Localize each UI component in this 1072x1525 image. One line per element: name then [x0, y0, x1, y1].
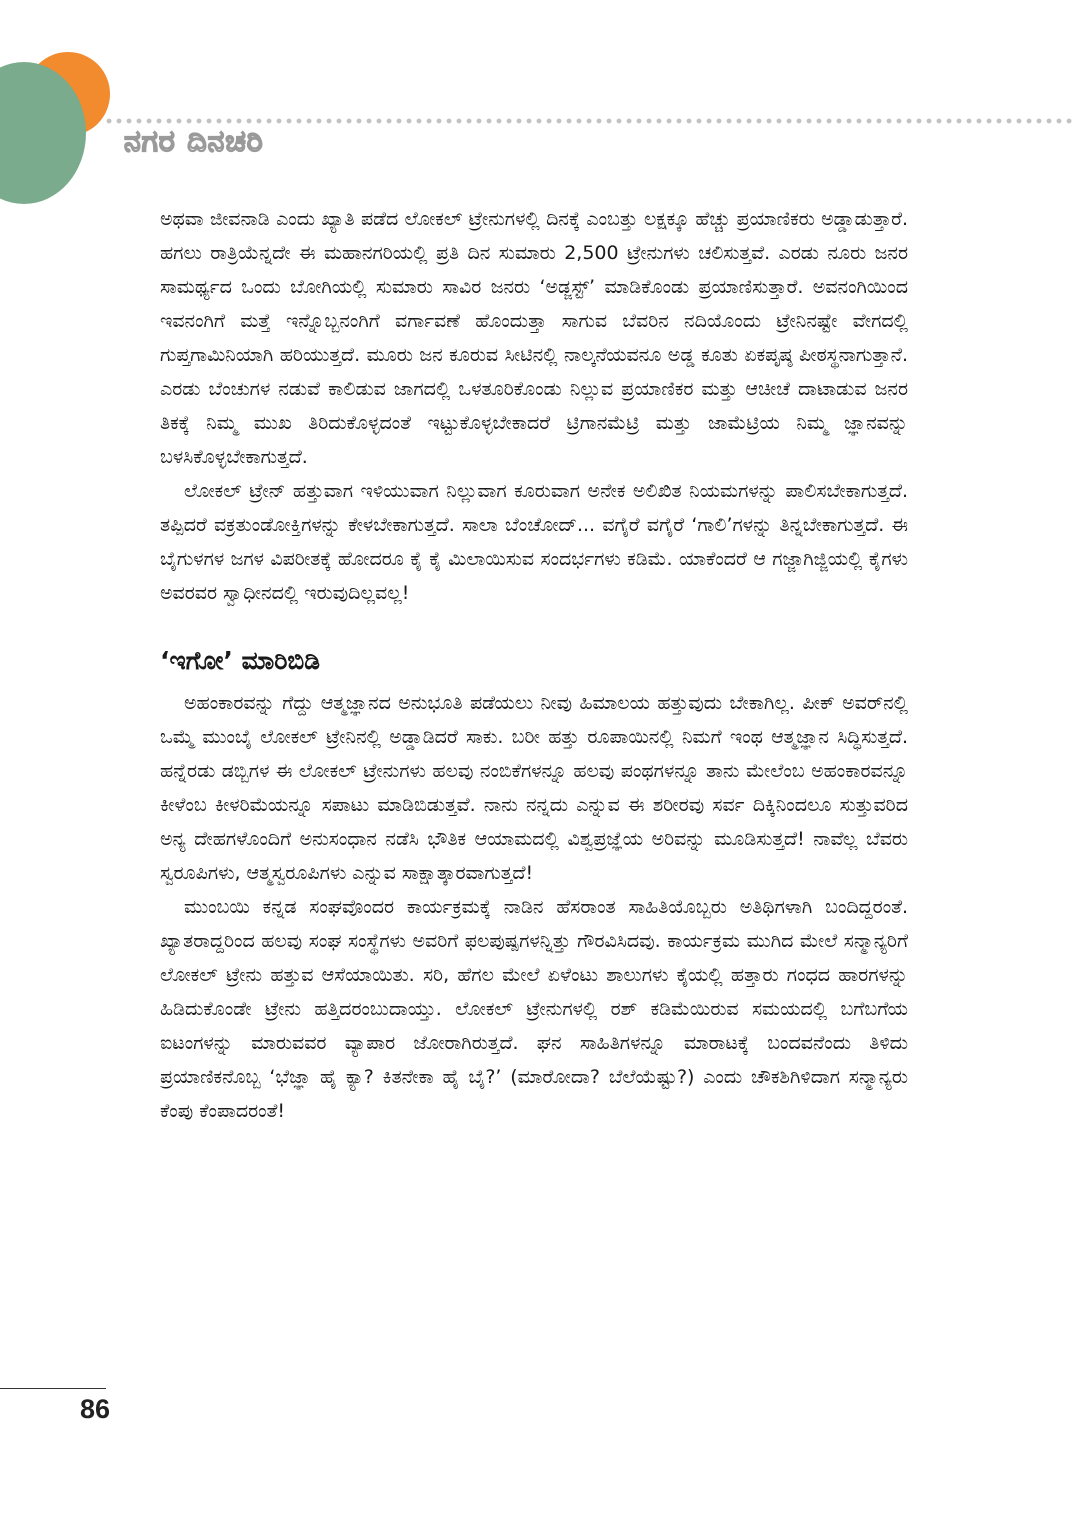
- body-paragraph: ಮುಂಬಯಿ ಕನ್ನಡ ಸಂಘವೊಂದರ ಕಾರ್ಯಕ್ರಮಕ್ಕೆ ನಾಡಿನ ಹೆಸರಾಂತ ಸಾಹಿತಿಯೊಬ್ಬರು ಅತಿಥಿಗಳಾಗಿ ಬಂದಿದ್ದರಂತೆ. ಖ್ಯಾತರಾದ್ದರಿಂದ ಹಲವು ಸಂಘ ಸಂಸ್ಥೆಗಳು ಅವರಿಗೆ ಫಲಪುಷ್ಪಗಳನ್ನಿತ್ತು ಗೌರವಿಸಿದವು. ಕಾರ್ಯಕ್ರಮ ಮುಗಿದ ಮೇಲೆ ಸನ್ಮಾನ್ಯರಿಗೆ ಲೋಕಲ್ ಟ್ರೇನು ಹತ್ತುವ ಆಸೆಯಾಯಿತು. ಸರಿ, ಹೆಗಲ ಮೇಲೆ ಏಳೆಂಟು ಶಾಲುಗಳು ಕೈಯಲ್ಲಿ ಹತ್ತಾರು ಗಂಧದ ಹಾರಗಳನ್ನು ಹಿಡಿದುಕೊಂಡೇ ಟ್ರೇನು ಹತ್ತಿದರಂಬುದಾಯ್ತು. ಲೋಕಲ್ ಟ್ರೇನುಗಳಲ್ಲಿ ರಶ್ ಕಡಿಮೆಯಿರುವ ಸಮಯದಲ್ಲಿ ಬಗೆಬಗೆಯ ಐಟಂಗಳನ್ನು ಮಾರುವವರ ವ್ಯಾಪಾರ ಜೋರಾಗಿರುತ್ತದೆ. ಘನ ಸಾಹಿತಿಗಳನ್ನೂ ಮಾರಾಟಕ್ಕೆ ಬಂದವನೆಂದು ತಿಳಿದು ಪ್ರಯಾಣಿಕನೊಬ್ಬ ‘ಭೆಜ್ಞಾ ಹೈ ಕ್ಯಾ? ಕಿತನೇಕಾ ಹೈ ಬೈ?’ (ಮಾರೋದಾ? ಬೆಲೆಯೆಷ್ಟು?) ಎಂದು ಚೌಕಶಿಗಿಳಿದಾಗ ಸನ್ಮಾನ್ಯರು ಕೆಂಪು ಕೆಂಪಾದರಂತೆ!: [160, 896, 908, 1122]
- body-paragraph: ಅಥವಾ ಜೀವನಾಡಿ ಎಂದು ಖ್ಯಾತಿ ಪಡೆದ ಲೋಕಲ್ ಟ್ರೇನುಗಳಲ್ಲಿ ದಿನಕ್ಕೆ ಎಂಬತ್ತು ಲಕ್ಷಕ್ಕೂ ಹೆಚ್ಚು ಪ್ರಯಾಣಿಕರು ಅಡ್ಡಾಡುತ್ತಾರೆ. ಹಗಲು ರಾತ್ರಿಯೆನ್ನದೇ ಈ ಮಹಾನಗರಿಯಲ್ಲಿ ಪ್ರತಿ ದಿನ ಸುಮಾರು 2,500 ಟ್ರೇನುಗಳು ಚಲಿಸುತ್ತವೆ. ಎರಡು ನೂರು ಜನರ ಸಾಮರ್ಥ್ಯದ ಒಂದು ಬೋಗಿಯಲ್ಲಿ ಸುಮಾರು ಸಾವಿರ ಜನರು ‘ಅಡ್ಜಸ್ಟ್’ ಮಾಡಿಕೊಂಡು ಪ್ರಯಾಣಿಸುತ್ತಾರೆ. ಅವನಂಗಿಯಿಂದ ಇವನಂಗಿಗೆ ಮತ್ತೆ ಇನ್ನೊಬ್ಬನಂಗಿಗೆ ವರ್ಗಾವಣೆ ಹೊಂದುತ್ತಾ ಸಾಗುವ ಬೆವರಿನ ನದಿಯೊಂದು ಟ್ರೇನಿನಷ್ಟೇ ವೇಗದಲ್ಲಿ ಗುಪ್ತಗಾಮಿನಿಯಾಗಿ ಹರಿಯುತ್ತದೆ. ಮೂರು ಜನ ಕೂರುವ ಸೀಟಿನಲ್ಲಿ ನಾಲ್ಕನೆಯವನೂ ಅಡ್ಡ ಕೂತು ಏಕಪೃಷ್ಠ ಪೀಠಸ್ಥನಾಗುತ್ತಾನೆ. ಎರಡು ಬೆಂಚುಗಳ ನಡುವೆ ಕಾಲಿಡುವ ಜಾಗದಲ್ಲಿ ಒಳತೂರಿಕೊಂಡು ನಿಲ್ಲುವ ಪ್ರಯಾಣಿಕರ ಮತ್ತು ಆಚೀಚೆ ದಾಟಾಡುವ ಜನರ ತಿಕಕ್ಕೆ ನಿಮ್ಮ ಮುಖ ತಿರಿದುಕೊಳ್ಳದಂತೆ ಇಟ್ಟುಕೊಳ್ಳಬೇಕಾದರೆ ಟ್ರಿಗಾನಮೆಟ್ರಿ ಮತ್ತು ಜಾಮೆಟ್ರಿಯ ನಿಮ್ಮ ಜ್ಞಾನವನ್ನು ಬಳಸಿಕೊಳ್ಳಬೇಕಾಗುತ್ತದೆ.: [160, 208, 908, 468]
- page-body: [160, 202, 908, 1128]
- running-chapter-title: ನಗರ ದಿನಚರಿ: [124, 124, 264, 159]
- page-number: 86: [80, 1394, 111, 1424]
- body-paragraph: ಅಹಂಕಾರವನ್ನು ಗೆದ್ದು ಆತ್ಮಜ್ಞಾನದ ಅನುಭೂತಿ ಪಡೆಯಲು ನೀವು ಹಿಮಾಲಯ ಹತ್ತುವುದು ಬೇಕಾಗಿಲ್ಲ. ಪೀಕ್ ಅವರ್‌ನಲ್ಲಿ ಒಮ್ಮೆ ಮುಂಬೈ ಲೋಕಲ್ ಟ್ರೇನಿನಲ್ಲಿ ಅಡ್ಡಾಡಿದರೆ ಸಾಕು. ಬರೀ ಹತ್ತು ರೂಪಾಯಿನಲ್ಲಿ ನಿಮಗೆ ಇಂಥ ಆತ್ಮಜ್ಞಾನ ಸಿದ್ಧಿಸುತ್ತದೆ. ಹನ್ನೆರಡು ಡಬ್ಬಿಗಳ ಈ ಲೋಕಲ್ ಟ್ರೇನುಗಳು ಹಲವು ನಂಬಿಕೆಗಳನ್ನೂ ಹಲವು ಪಂಥಗಳನ್ನೂ ತಾನು ಮೇಲೆಂಬ ಅಹಂಕಾರವನ್ನೂ ಕೀಳೆಂಬ ಕೀಳರಿಮೆಯನ್ನೂ ಸಪಾಟು ಮಾಡಿಬಿಡುತ್ತವೆ. ನಾನು ನನ್ನದು ಎನ್ನುವ ಈ ಶರೀರವು ಸರ್ವ ದಿಕ್ಕಿನಿಂದಲೂ ಸುತ್ತುವರಿದ ಅನ್ಯ ದೇಹಗಳೊಂದಿಗೆ ಅನುಸಂಧಾನ ನಡೆಸಿ ಭೌತಿಕ ಆಯಾಮದಲ್ಲಿ ವಿಶ್ವಪ್ರಜ್ಞೆಯ ಅರಿವನ್ನು ಮೂಡಿಸುತ್ತದೆ! ನಾವೆಲ್ಲ ಬೆವರು ಸ್ವರೂಪಿಗಳು, ಆತ್ಮಸ್ವರೂಪಿಗಳು ಎನ್ನುವ ಸಾಕ್ಷಾತ್ಕಾರವಾಗುತ್ತದೆ!: [160, 692, 908, 884]
- section-heading: ‘ಇಗೋ’ ಮಾರಿಬಿಡಿ: [160, 646, 320, 675]
- footer-rule: [0, 1388, 106, 1389]
- body-paragraph: ಲೋಕಲ್ ಟ್ರೇನ್ ಹತ್ತುವಾಗ ಇಳಿಯುವಾಗ ನಿಲ್ಲುವಾಗ ಕೂರುವಾಗ ಅನೇಕ ಅಲಿಖಿತ ನಿಯಮಗಳನ್ನು ಪಾಲಿಸಬೇಕಾಗುತ್ತದೆ. ತಪ್ಪಿದರೆ ವಕ್ರತುಂಡೋಕ್ತಿಗಳನ್ನು ಕೇಳಬೇಕಾಗುತ್ತದೆ. ಸಾಲಾ ಬೆಂಚೋದ್... ವಗೈರೆ ವಗೈರೆ ‘ಗಾಲಿ’ಗಳನ್ನು ತಿನ್ನಬೇಕಾಗುತ್ತದೆ. ಈ ಬೈಗುಳಗಳ ಜಗಳ ವಿಪರೀತಕ್ಕೆ ಹೋದರೂ ಕೈ ಕೈ ಮಿಲಾಯಿಸುವ ಸಂದರ್ಭಗಳು ಕಡಿಮೆ. ಯಾಕೆಂದರೆ ಆ ಗಜ್ಜಾಗಿಜ್ಜಿಯಲ್ಲಿ ಕೈಗಳು ಅವರವರ ಸ್ವಾಧೀನದಲ್ಲಿ ಇರುವುದಿಲ್ಲವಲ್ಲ!: [160, 480, 908, 604]
